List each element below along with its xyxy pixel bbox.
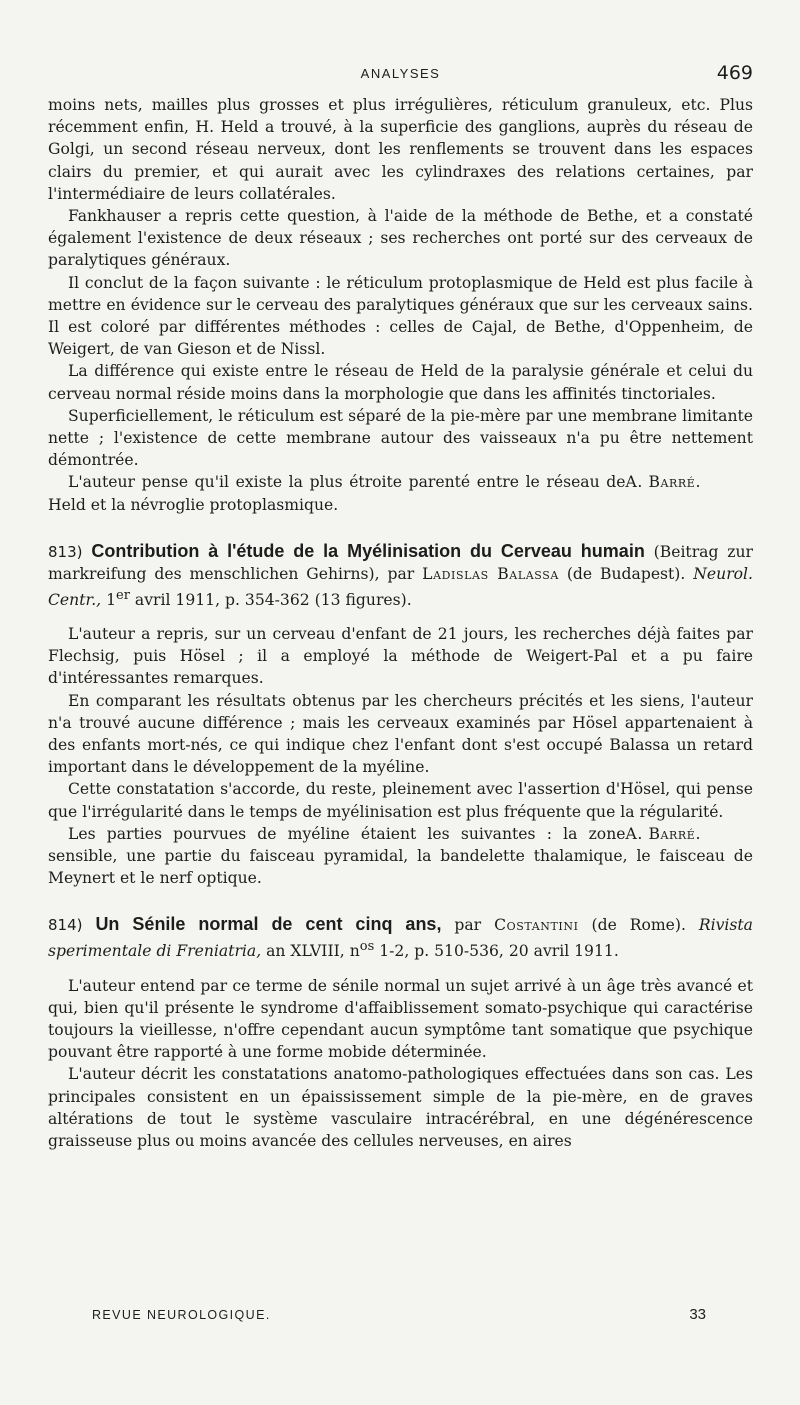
paragraph: Superficiellement, le réticulum est séparé de la pie-mère par une membrane limitante nette ; l'existence de cette membrane autour des vaisseaux n'a pu être nettement démontrée.: [48, 406, 753, 470]
paragraph-text: Les parties pourvues de myéline étaient les suivantes : la zone sensible, une partie du faisceau pyramidal, la bandelette thalamique, le faisceau de Meynert et le nerf optique.: [48, 824, 753, 888]
article-by: par: [454, 916, 482, 935]
article-813: [48, 540, 753, 890]
article-date-day: 1: [106, 591, 117, 610]
paragraph: La différence qui existe entre le réseau de Held de la paralysie générale et celui du cerveau normal réside moins dans la morphologie que dans les affinités tinctoriales.: [48, 362, 753, 403]
paragraph: Il conclut de la façon suivante : le réticulum protoplasmique de Held est plus facile à mettre en évidence sur le cerveau des paralytiques généraux que sur les cerveaux sains. Il est coloré par différentes méthodes : celles de Cajal, de Bethe, d'Oppenheim, de Weigert, de van Gieson et de Nissl.: [48, 273, 753, 359]
paragraph: En comparant les résultats obtenus par les chercheurs précités et les siens, l'auteur n'a trouvé aucune différence ; mais les cerveaux examinés par Hösel appartenaient à des enfants mort-nés, ce qui indique chez l'enfant dont s'est occupé Balassa un retard important dans le développement de la myéline.: [48, 691, 753, 777]
paragraph: Fankhauser a repris cette question, à l'aide de la méthode de Bethe, et a constaté également l'existence de deux réseaux ; ses recherches ont porté sur des cerveaux de paralytiques généraux.: [48, 207, 753, 270]
signature: A. Barré.: [625, 824, 701, 843]
paragraph: L'auteur décrit les constatations anatomo-pathologiques effectuées dans son cas. Les principales consistent en un épaississement simple de la pie-mère, en de graves altérations de tout le système vasculaire intracérébral, en une dégénérescence graisseuse plus ou moins avancée des cellules nerveuses, en aires: [48, 1065, 753, 1151]
paragraph-text: L'auteur pense qu'il existe la plus étroite parenté entre le réseau de Held et la névroglie protoplasmique.: [48, 473, 626, 514]
article-heading: [48, 540, 753, 611]
article-number: 814): [48, 916, 83, 935]
article-author: Ladislas Balassa: [422, 564, 559, 583]
paragraph: L'auteur a repris, sur un cerveau d'enfant de 21 jours, les recherches déjà faites par Flechsig, puis Hösel ; il a employé la méthode de Weigert-Pal et a pu faire d'intéressantes remarques.: [48, 625, 753, 688]
article-issue: an XLVIII, n: [266, 942, 360, 961]
article-issue-sup: os: [359, 939, 375, 955]
article-journal: Rivista sperimentale di Freniatria,: [48, 916, 753, 961]
footer-sheet-number: 33: [689, 1306, 706, 1323]
page-header: [48, 60, 753, 90]
article-origin: (de Budapest).: [566, 564, 686, 583]
article-814: [48, 913, 753, 1152]
signature: A. Barré.: [625, 473, 701, 492]
paragraph-with-signature: [48, 471, 753, 515]
article-date-sup: er: [116, 587, 130, 603]
article-issue-rest: 1-2, p. 510-536, 20 avril 1911.: [379, 942, 619, 961]
article-number: 813): [48, 542, 83, 561]
page-footer: [48, 1308, 752, 1328]
article-author: Costantini: [494, 916, 579, 935]
article-heading: [48, 913, 753, 962]
running-head: ANALYSES: [360, 66, 441, 81]
paragraph: L'auteur entend par ce terme de sénile normal un sujet arrivé à un âge très avancé et qui, bien qu'il présente le syndrome d'affaiblissement somato-psychique qui caractérise toujours la vieillesse, n'offre cependant aucun symptôme tant somatique que psychique pouvant être rapporté à une forme mobide déterminée.: [48, 976, 753, 1062]
article-date-rest: avril 1911, p. 354-362 (13 figures).: [134, 591, 412, 610]
footer-journal: REVUE NEUROLOGIQUE.: [92, 1308, 271, 1322]
paragraph-with-signature: [48, 823, 753, 890]
page-body: [48, 60, 753, 1152]
article-title: Contribution à l'étude de la Myélinisation du Cerveau humain: [91, 540, 645, 561]
article-origin: (de Rome).: [591, 916, 686, 935]
paragraph: Cette constatation s'accorde, du reste, pleinement avec l'assertion d'Hösel, qui pense que l'irrégularité dans le temps de myélinisation est plus fréquente que la régularité.: [48, 780, 753, 821]
article-subtitle: (Beitrag zur markreifung des menschlichen Gehirns), par: [48, 542, 753, 583]
page-number: 469: [716, 62, 753, 84]
article-title: Un Sénile normal de cent cinq ans,: [95, 914, 442, 935]
continued-review: [48, 94, 753, 516]
paragraph: moins nets, mailles plus grosses et plus irrégulières, réticulum granuleux, etc. Plus récemment enfin, H. Held a trouvé, à la superficie des ganglions, auprès du réseau de Golgi, un second réseau nerveux, dont les renflements se trouvent dans les espaces clairs du premier, et qui aurait avec les cylindraxes des relations certaines, par l'intermédiaire de leurs collatérales.: [48, 96, 753, 203]
article-journal: Neurol. Centr.,: [48, 564, 753, 610]
